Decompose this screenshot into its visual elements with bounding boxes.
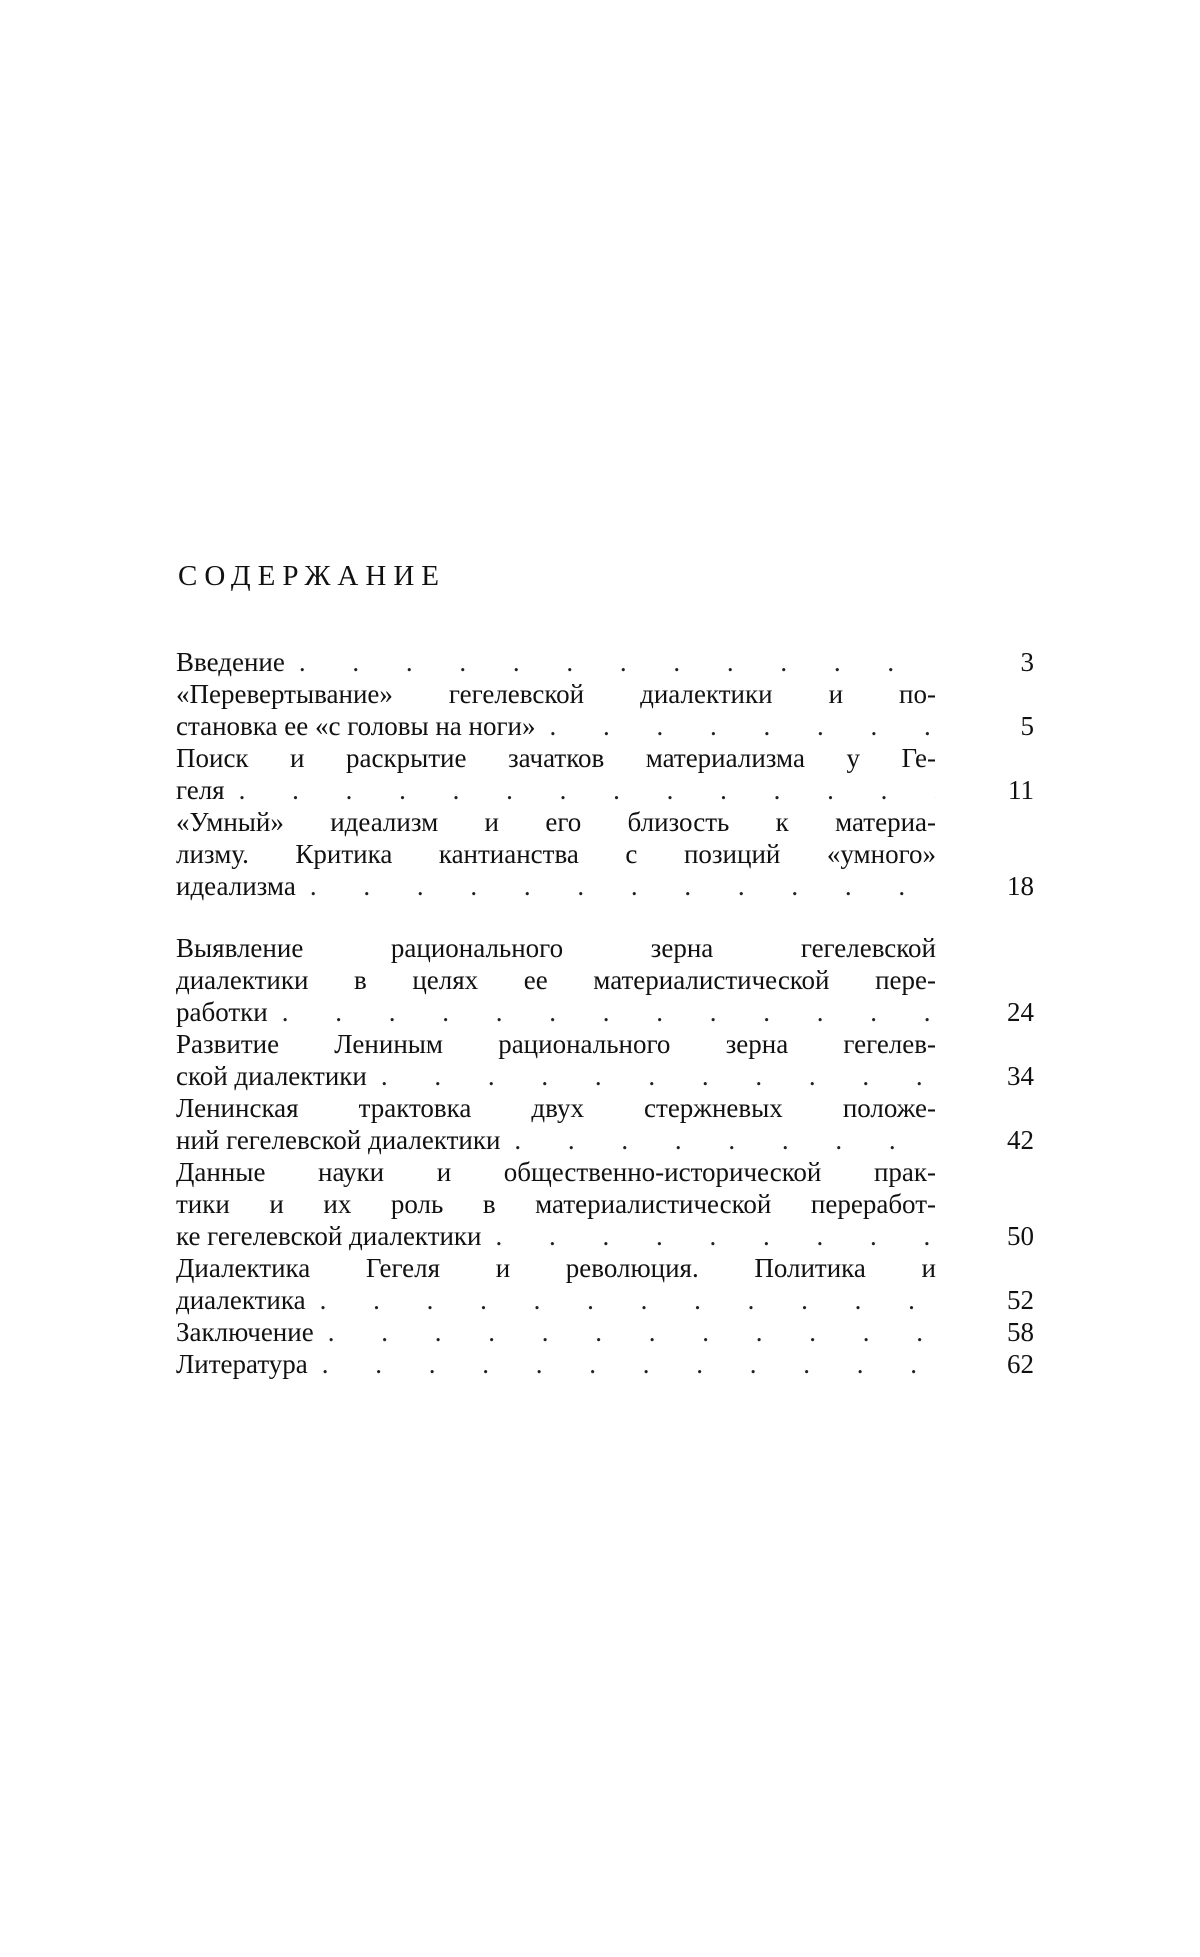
- toc-page-number: 50: [1007, 1221, 1034, 1251]
- toc-page-number: 34: [1007, 1061, 1034, 1091]
- dot-leader: [268, 996, 936, 1028]
- toc-entry-lenin-interpretation[interactable]: [176, 1092, 936, 1156]
- toc-entry-line: Поиск и раскрытие зачатков материализма у Ге-: [176, 743, 936, 773]
- toc-entry-text: Заключение: [176, 1317, 314, 1347]
- toc-entry-line: [176, 1220, 936, 1252]
- toc-entry-line: «Перевертывание» гегелевской диалектики и по-: [176, 679, 936, 709]
- toc-entry-line: диалектики в целях ее материалистической пере-: [176, 965, 936, 996]
- toc-entry-text: идеализма: [176, 871, 296, 902]
- toc-entry-line: Данные науки и общественно-исторической прак-: [176, 1157, 936, 1187]
- toc-entry-line: [176, 1124, 936, 1156]
- toc-entry-line: Ленинская трактовка двух стержневых положе-: [176, 1093, 936, 1123]
- toc-entry-line: тики и их роль в материалистической переработ-: [176, 1189, 936, 1220]
- dot-leader: [536, 710, 936, 742]
- toc-page-number: 62: [1007, 1349, 1034, 1379]
- toc-entry-conclusion[interactable]: [176, 1316, 936, 1348]
- toc-entry-text: работки: [176, 997, 268, 1028]
- toc-entry-text: ской диалектики: [176, 1061, 367, 1092]
- toc-entry-inversion[interactable]: [176, 678, 936, 742]
- page-title: СОДЕРЖАНИЕ: [178, 560, 446, 592]
- dot-leader: [500, 1124, 936, 1156]
- toc-page-number: 58: [1007, 1317, 1034, 1347]
- toc-entry-line: Диалектика Гегеля и революция. Политика и: [176, 1253, 936, 1283]
- toc-entry-text: ний гегелевской диалектики: [176, 1125, 501, 1156]
- toc-entry-clever-idealism[interactable]: [176, 806, 936, 903]
- toc-page-number: 5: [1020, 711, 1034, 741]
- toc-entry-materialism-search[interactable]: [176, 742, 936, 806]
- toc-entry-line: [176, 710, 936, 742]
- toc-entry-line: Развитие Лениным рационального зерна гегелев-: [176, 1029, 936, 1059]
- dot-leader: [308, 1348, 936, 1380]
- toc-entry-text: ке гегелевской диалектики: [176, 1221, 482, 1252]
- toc-entry-line: «Умный» идеализм и его близость к материа-: [176, 807, 936, 837]
- dot-leader: [314, 1316, 936, 1348]
- toc-page-number: 42: [1007, 1125, 1034, 1155]
- toc-page-number: 11: [1008, 775, 1034, 805]
- toc-entry-text: Введение: [176, 647, 285, 677]
- dot-leader: [306, 1284, 936, 1316]
- toc-entry-science-practice[interactable]: [176, 1156, 936, 1253]
- toc-entry-line: [176, 1060, 936, 1092]
- toc-entry-line: [176, 646, 936, 678]
- toc-entry-line: [176, 870, 936, 902]
- toc-entry-line: лизму. Критика кантианства с позиций «умного»: [176, 839, 936, 870]
- toc-page-number: 18: [1007, 871, 1034, 901]
- toc-entry-introduction[interactable]: [176, 646, 936, 678]
- toc-entry-text: диалектика: [176, 1285, 306, 1316]
- dot-leader: [296, 870, 936, 902]
- toc-entry-line: Выявление рационального зерна гегелевской: [176, 933, 936, 963]
- toc-entry-line: [176, 774, 936, 806]
- toc-entry-line: [176, 1284, 936, 1316]
- toc-entry-text: становка ее «с головы на ноги»: [176, 711, 536, 742]
- dot-leader: [482, 1220, 936, 1252]
- toc-entry-line: [176, 996, 936, 1028]
- dot-leader: [225, 774, 936, 806]
- toc-entry-revolution-politics[interactable]: [176, 1252, 936, 1316]
- toc-entry-text: Литература: [176, 1349, 308, 1379]
- toc-entry-text: геля: [176, 775, 225, 806]
- toc-entry-literature[interactable]: [176, 1348, 936, 1380]
- toc-entry-line: [176, 1348, 936, 1380]
- toc-entry-line: [176, 1316, 936, 1348]
- dot-leader: [285, 646, 936, 678]
- toc-entry-rational-kernel[interactable]: [176, 932, 936, 1029]
- toc-page-number: 24: [1007, 997, 1034, 1027]
- toc-entry-lenin-development[interactable]: [176, 1028, 936, 1092]
- toc-page-number: 52: [1007, 1285, 1034, 1315]
- toc-page-number: 3: [1020, 647, 1034, 677]
- dot-leader: [367, 1060, 936, 1092]
